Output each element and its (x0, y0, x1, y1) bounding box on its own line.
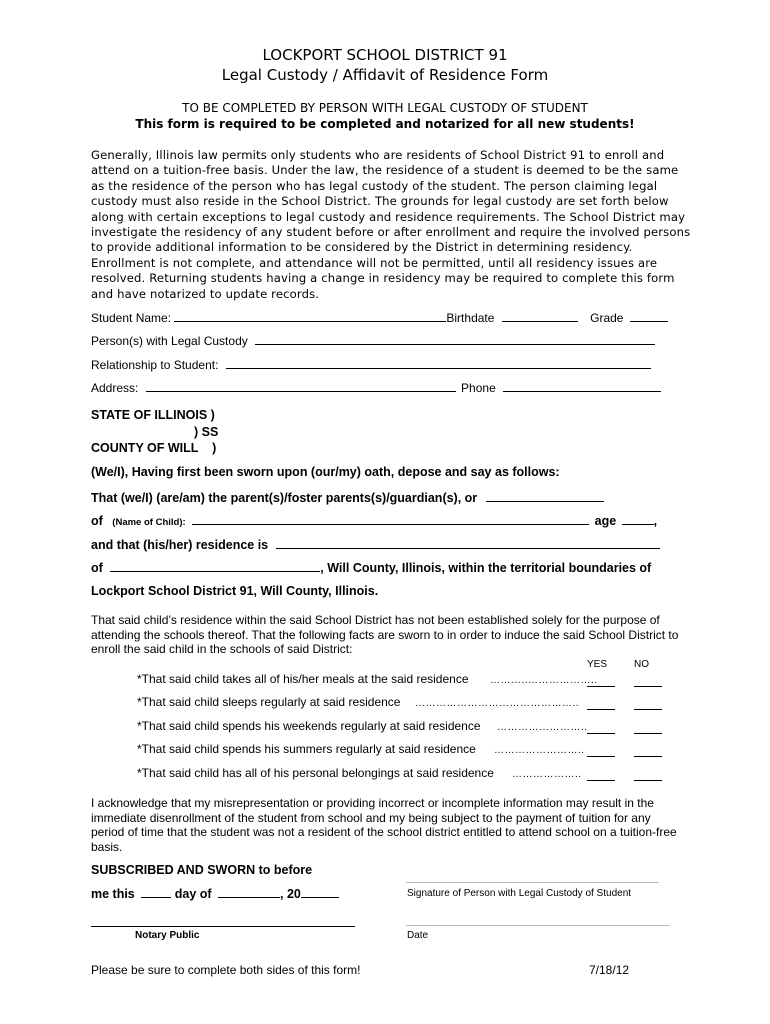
me-this-row (91, 886, 339, 901)
age-field[interactable] (622, 513, 654, 525)
birthdate-label: Birthdate (446, 311, 495, 325)
fact-yes-blank[interactable] (587, 756, 615, 757)
fact-yes-blank[interactable] (587, 709, 615, 710)
phone-label: Phone (461, 381, 496, 395)
fact-row-belongings (137, 766, 494, 780)
date-line[interactable] (406, 925, 670, 926)
fact-text: *That said child takes all of his/her meals at the said residence (137, 672, 469, 686)
day-field[interactable] (141, 886, 171, 898)
custody-field[interactable] (255, 333, 655, 345)
district-title: LOCKPORT SCHOOL DISTRICT 91 (262, 46, 508, 64)
fact-leader-dots: ……………….. (512, 769, 582, 780)
day-of-label: day of (174, 887, 212, 901)
district-statement: Lockport School District 91, Will County, Illinois. (91, 584, 379, 598)
no-header: NO (634, 659, 649, 670)
year-prefix: , 20 (280, 887, 301, 901)
residence-field[interactable] (276, 537, 660, 549)
intro-paragraph: Generally, Illinois law permits only students who are residents of School District 91 to enroll and attend on a tuition-free basis. Under the law, the residence of a student is deemed to be the same as the residence of the person who has legal custody of the student. The person claiming legal custody must also reside in the School District. The grounds for legal custody are set forth below along with certain exceptions to legal custody and residence requirements. The School District may investigate the residency of any student before or after enrollment and require the involved persons to provide additional information to be considered by the District in determining residency. Enrollment is not complete, and attendance will not be permitted, until all residency issues are resolved. Returning students having a change in residency may be required to complete this form and have notarized to update records. (91, 148, 691, 301)
student-name-field[interactable] (174, 310, 446, 322)
yes-header: YES (587, 659, 608, 670)
relationship-row (91, 357, 651, 372)
fact-yes-blank[interactable] (587, 733, 615, 734)
fact-leader-dots: ………..……………….. (490, 675, 598, 686)
fact-row-meals (137, 672, 469, 686)
fact-text: *That said child has all of his personal belongings at said residence (137, 766, 494, 780)
student-name-label: Student Name: (91, 311, 172, 325)
fact-text: *That said child spends his summers regularly at said residence (137, 742, 476, 756)
relationship-label: Relationship to Student: (91, 358, 219, 372)
relationship-other-field[interactable] (486, 490, 604, 502)
year-field[interactable] (301, 886, 339, 898)
address-field[interactable] (146, 380, 456, 392)
child-name-label: (Name of Child): (112, 517, 186, 528)
child-name-field[interactable] (192, 513, 589, 525)
acknowledgement-paragraph: I acknowledge that my misrepresentation or providing incorrect or incomplete information may result in the immediate disenrollment of the student from school and my being subject to the payment of tuition for any period of time that the student was not a resident of the school district entitled to attend school on a tuition-free basis. (91, 796, 677, 854)
fact-no-blank[interactable] (634, 780, 662, 781)
fact-no-blank[interactable] (634, 709, 662, 710)
month-field[interactable] (218, 886, 280, 898)
fact-yes-blank[interactable] (587, 686, 615, 687)
signature-line[interactable] (406, 882, 659, 883)
fact-no-blank[interactable] (634, 686, 662, 687)
phone-field[interactable] (503, 380, 661, 392)
address-row (91, 380, 661, 395)
fact-yes-blank[interactable] (587, 780, 615, 781)
fact-text: *That said child spends his weekends regularly at said residence (137, 719, 481, 733)
date-label: Date (407, 930, 429, 941)
grade-label: Grade (590, 311, 624, 325)
fact-leader-dots: ……………………………………….. (415, 698, 580, 709)
form-title: Legal Custody / Affidavit of Residence Form (221, 66, 549, 84)
notary-signature-line[interactable] (91, 926, 355, 927)
ss-line: ) SS (194, 425, 219, 439)
residence-row (91, 537, 660, 552)
signature-label: Signature of Person with Legal Custody of Student (407, 888, 632, 899)
child-name-row (91, 513, 657, 528)
form-version-date: 7/18/12 (589, 963, 630, 977)
custody-row (91, 333, 655, 348)
fact-text: *That said child sleeps regularly at said residence (137, 695, 401, 709)
purpose-paragraph: That said child’s residence within the said School District has not been established solely for the purpose of attending the schools thereof. That the following facts are sworn to in order to induce the said School District to enroll the said child in the schools of said District: (91, 613, 679, 656)
city-field[interactable] (110, 560, 320, 572)
notarize-notice: This form is required to be completed and notarized for all new students! (135, 117, 635, 131)
city-row (91, 560, 651, 575)
custody-label: Person(s) with Legal Custody (91, 334, 248, 348)
fact-row-sleeps (137, 695, 400, 709)
will-county-text: , Will County, Illinois, within the territorial boundaries of (320, 561, 652, 575)
fact-leader-dots: …………………….. (494, 745, 585, 756)
county-line: COUNTY OF WILL ) (91, 441, 217, 455)
oath-statement: (We/I), Having first been sworn upon (our/my) oath, depose and say as follows: (91, 465, 560, 479)
footer-note: Please be sure to complete both sides of this form! (91, 963, 361, 977)
student-name-row (91, 310, 668, 325)
address-label: Address: (91, 381, 139, 395)
state-line: STATE OF ILLINOIS ) (91, 408, 215, 422)
fact-leader-dots: …………………….. (497, 722, 588, 733)
relationship-statement (91, 490, 604, 505)
fact-no-blank[interactable] (634, 756, 662, 757)
me-this-label: me this (91, 887, 135, 901)
residence-label: and that (his/her) residence is (91, 538, 269, 552)
grade-field[interactable] (630, 310, 668, 322)
fact-row-summers (137, 742, 476, 756)
completion-instruction: TO BE COMPLETED BY PERSON WITH LEGAL CUSTODY OF STUDENT (182, 101, 588, 115)
fact-no-blank[interactable] (634, 733, 662, 734)
age-label: age (594, 514, 617, 528)
age-comma: , (653, 514, 658, 528)
of-label: of (91, 514, 103, 528)
subscribed-sworn-label: SUBSCRIBED AND SWORN to before (91, 863, 313, 877)
notary-public-label: Notary Public (135, 930, 200, 941)
relationship-field[interactable] (226, 357, 651, 369)
fact-row-weekends (137, 719, 481, 733)
of-city-label: of (91, 561, 103, 575)
birthdate-field[interactable] (502, 310, 578, 322)
relationship-statement-text: That (we/I) (are/am) the parent(s)/foster parents(s)/guardian(s), or (91, 491, 478, 505)
